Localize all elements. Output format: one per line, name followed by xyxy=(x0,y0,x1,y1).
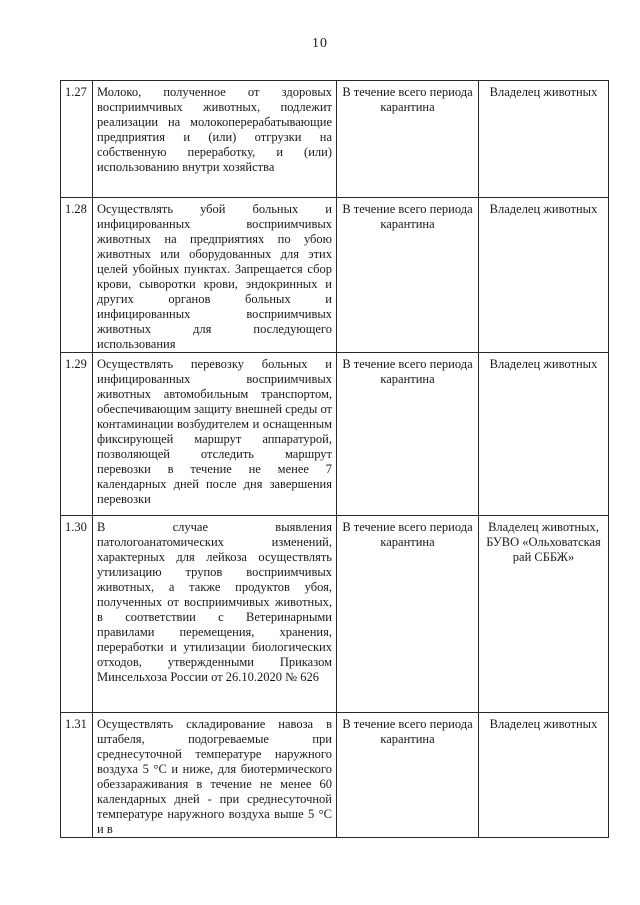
measure-text: Молоко, полученное от здоровых восприимчивых животных, подлежит реализации на молокоперерабатывающие предприятия и (или) отгрузки на собственную переработку, и (или) использованию внутри хозяйства xyxy=(93,81,337,198)
table-row xyxy=(61,713,609,838)
measure-term: В течение всего периода карантина xyxy=(337,198,479,353)
table-row xyxy=(61,198,609,353)
item-number: 1.27 xyxy=(61,81,93,198)
measure-responsible: Владелец животных xyxy=(479,713,609,838)
table-row xyxy=(61,353,609,516)
measures-table xyxy=(60,80,609,838)
measure-term: В течение всего периода карантина xyxy=(337,516,479,713)
page-number: 10 xyxy=(312,36,328,51)
measure-term: В течение всего периода карантина xyxy=(337,353,479,516)
item-number: 1.30 xyxy=(61,516,93,713)
measure-responsible: Владелец животных, БУВО «Ольховатская рай СББЖ» xyxy=(479,516,609,713)
measure-term: В течение всего периода карантина xyxy=(337,713,479,838)
measure-text: В случае выявления патологоанатомических изменений, характерных для лейкоза осуществлять утилизацию трупов восприимчивых животных, а также продуктов убоя, полученных от восприимчивых животных, в соответствии с Ветеринарными правилами перемещения, хранения, переработки и утилизации биологических отходов, утвержденными Приказом Минсельхоза России от 26.10.2020 № 626 xyxy=(93,516,337,713)
measure-text: Осуществлять убой больных и инфицированных восприимчивых животных на предприятиях по убою животных или оборудованных для этих целей убойных пунктах. Запрещается сбор крови, сыворотки крови, эндокринных и других органов больных и инфицированных восприимчивых животных для последующего использования xyxy=(93,198,337,353)
item-number: 1.29 xyxy=(61,353,93,516)
measure-text: Осуществлять складирование навоза в штабеля, подогреваемые при среднесуточной температуре наружного воздуха 5 °С и ниже, для биотермического обеззараживания в течение не менее 60 календарных дней - при среднесуточной температуре наружного воздуха выше 5 °С и в xyxy=(93,713,337,838)
table-row xyxy=(61,516,609,713)
measure-term: В течение всего периода карантина xyxy=(337,81,479,198)
measure-responsible: Владелец животных xyxy=(479,198,609,353)
measure-responsible: Владелец животных xyxy=(479,81,609,198)
table-row xyxy=(61,81,609,198)
measure-text: Осуществлять перевозку больных и инфицированных восприимчивых животных автомобильным транспортом, обеспечивающим защиту внешней среды от контаминации возбудителем и оснащенным фиксирующей маршрут аппаратурой, позволяющей отследить маршрут перевозки в течение не менее 7 календарных дней после дня завершения перевозки xyxy=(93,353,337,516)
item-number: 1.31 xyxy=(61,713,93,838)
item-number: 1.28 xyxy=(61,198,93,353)
measure-responsible: Владелец животных xyxy=(479,353,609,516)
